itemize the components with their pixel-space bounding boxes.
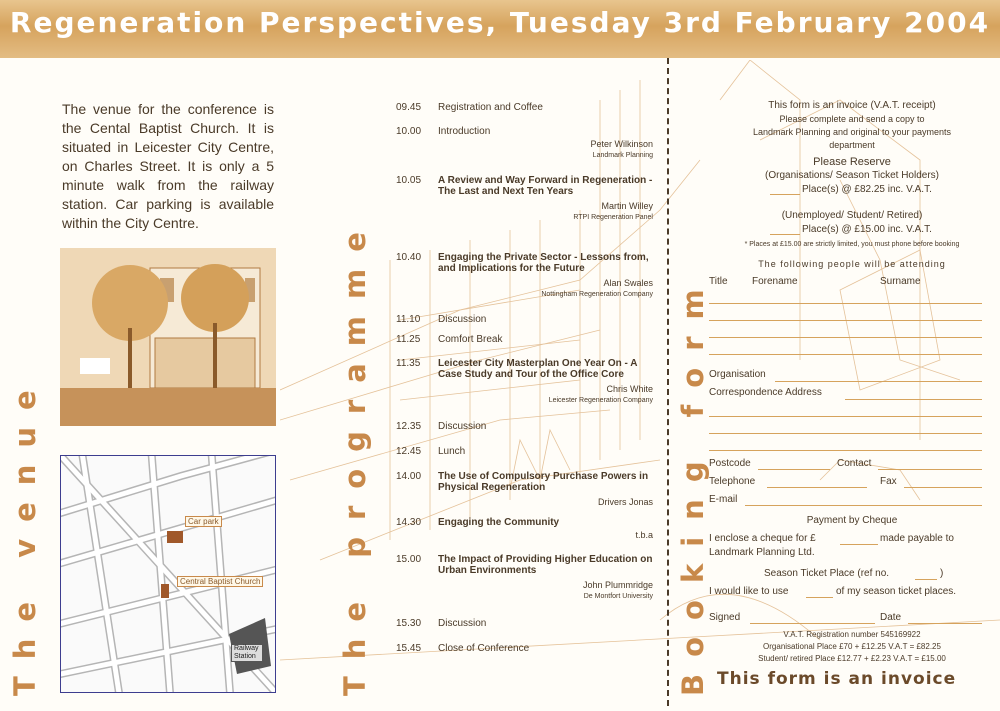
booking-heading: Booking form: [676, 272, 710, 696]
telephone-field[interactable]: [767, 487, 867, 488]
attendee-field-4[interactable]: [709, 354, 982, 355]
page-title: Regeneration Perspectives, Tuesday 3rd February 2004: [9, 6, 991, 39]
cheque-payee: Landmark Planning Ltd.: [709, 547, 815, 558]
programme-speaker: t.b.a: [635, 530, 653, 540]
programme-title: Close of Conference: [438, 643, 530, 654]
programme-org: RTPI Regeneration Panel: [573, 214, 653, 221]
programme-title: Engaging the Private Sector - Lessons from, and Implications for the Future: [438, 252, 649, 274]
season-ref-field[interactable]: [915, 579, 937, 580]
attendee-field-3[interactable]: [709, 337, 982, 338]
organisation-field[interactable]: [775, 381, 982, 382]
programme-title: Registration and Coffee: [438, 102, 543, 113]
programme-time: 09.45: [396, 102, 422, 113]
email-label: E-mail: [709, 494, 738, 505]
unemp-places-input[interactable]: [770, 234, 800, 235]
station-label: Railway Station: [231, 644, 263, 662]
cheque-amount-field[interactable]: [840, 544, 878, 545]
programme-time: 14.00: [396, 471, 422, 482]
attendee-field-1[interactable]: [709, 303, 982, 304]
contact-field[interactable]: [878, 469, 982, 470]
programme-org: Landmark Planning: [592, 152, 653, 159]
programme-time: 10.40: [396, 252, 422, 263]
date-label: Date: [880, 612, 902, 623]
programme-time: 14.30: [396, 517, 422, 528]
programme-title: Leicester City Masterplan One Year On - A Case Study and Tour of the Office Core: [438, 358, 638, 380]
vat-number: V.A.T. Registration number 545169922: [783, 630, 921, 639]
programme-title: Engaging the Community: [438, 517, 560, 528]
programme-speaker: Chris White: [606, 384, 653, 394]
attendee-field-2[interactable]: [709, 320, 982, 321]
programme-time: 12.45: [396, 446, 422, 457]
season-use-label-2: of my season ticket places.: [836, 586, 957, 597]
address-field-3[interactable]: [709, 433, 982, 434]
fax-label: Fax: [880, 476, 897, 487]
cheque-payable-label: made payable to: [880, 533, 954, 544]
address-label: Correspondence Address: [709, 387, 822, 398]
forename-label: Forename: [752, 276, 798, 287]
church-label: Central Baptist Church: [177, 576, 263, 587]
programme-time: 10.00: [396, 126, 422, 137]
org-place-price: Place(s) @ £82.25 inc. V.A.T.: [802, 184, 932, 195]
programme-title: Discussion: [438, 618, 487, 629]
title-label: Title: [709, 276, 728, 287]
programme-org: Leicester Regeneration Company: [548, 397, 653, 404]
programme-title: Discussion: [438, 421, 487, 432]
location-map: [60, 455, 276, 693]
programme-title: Lunch: [438, 446, 466, 457]
programme-time: 15.30: [396, 618, 422, 629]
telephone-label: Telephone: [709, 476, 756, 487]
email-field[interactable]: [745, 505, 982, 506]
vat-student: Student/ retired Place £12.77 + £2.23 V.A.T = £15.00: [758, 654, 946, 663]
programme-time: 15.00: [396, 554, 422, 565]
programme-time: 11.35: [396, 358, 421, 369]
car-park-label: Car park: [185, 516, 222, 527]
postcode-field[interactable]: [758, 469, 830, 470]
signature-field[interactable]: [750, 623, 875, 624]
instructions-line-1: Please complete and send a copy to: [779, 114, 925, 124]
programme-heading: The programme: [338, 215, 372, 696]
programme-title: A Review and Way Forward in Regeneration - The Last and Next Ten Years: [438, 175, 653, 197]
season-count-field[interactable]: [806, 597, 833, 598]
address-field-1[interactable]: [845, 399, 982, 400]
unemp-place-price: Place(s) @ £15.00 inc. V.A.T.: [802, 224, 932, 235]
org-places-input[interactable]: [770, 194, 800, 195]
organisation-label: Organisation: [709, 369, 766, 380]
cheque-label: I enclose a cheque for £: [709, 533, 816, 544]
surname-label: Surname: [880, 276, 921, 287]
instructions-line-3: department: [829, 140, 875, 150]
attending-label: The following people will be attending: [758, 259, 946, 269]
fax-field[interactable]: [904, 487, 982, 488]
signed-label: Signed: [709, 612, 741, 623]
programme-time: 15.45: [396, 643, 422, 654]
programme-time: 10.05: [396, 175, 422, 186]
address-field-4[interactable]: [709, 450, 982, 451]
payment-label: Payment by Cheque: [806, 515, 898, 526]
cut-line: [667, 58, 669, 706]
programme-title: Discussion: [438, 314, 487, 325]
please-reserve: Please Reserve: [813, 156, 891, 168]
programme-speaker: John Plummridge: [582, 580, 653, 590]
invoice-note: This form is an invoice (V.A.T. receipt): [768, 100, 936, 111]
programme-org: De Montfort University: [583, 593, 653, 600]
postcode-label: Postcode: [709, 458, 751, 469]
church-photo: [60, 248, 276, 426]
date-field[interactable]: [908, 623, 982, 624]
contact-label: Contact: [837, 458, 872, 469]
org-label: (Organisations/ Season Ticket Holders): [765, 170, 939, 181]
vat-org: Organisational Place £70 + £12.25 V.A.T = £82.25: [763, 642, 941, 651]
season-ticket-label: Season Ticket Place (ref no.: [764, 568, 890, 579]
venue-heading: The venue: [8, 373, 42, 696]
venue-description: The venue for the conference is the Cental Baptist Church. It is situated in Leicester City Centre, on Charles Street. It is only a 5 minute walk from the railway station. Car parking is available within the City Centre.: [62, 101, 274, 231]
banner: [0, 0, 1000, 58]
programme-title: Comfort Break: [438, 334, 503, 345]
address-field-2[interactable]: [709, 416, 982, 417]
instructions-line-2: Landmark Planning and original to your payments: [752, 127, 952, 137]
programme-time: 11.25: [396, 334, 421, 345]
programme-speaker: Martin Willey: [601, 201, 653, 211]
programme-speaker: Peter Wilkinson: [590, 139, 653, 149]
car-park-marker: [167, 531, 183, 543]
season-use-label: I would like to use: [709, 586, 789, 597]
invoice-footer: This form is an invoice: [717, 669, 957, 689]
programme-time: 11.10: [396, 314, 421, 325]
programme-title: The Impact of Providing Higher Education on Urban Environments: [438, 554, 653, 576]
church-marker: [161, 584, 169, 598]
programme-speaker: Drivers Jonas: [597, 497, 653, 507]
season-close: ): [940, 568, 944, 579]
places-note: * Places at £15.00 are strictly limited, you must phone before booking: [744, 241, 960, 248]
programme-title: Introduction: [438, 126, 491, 137]
unemp-label: (Unemployed/ Student/ Retired): [781, 210, 923, 221]
programme-title: The Use of Compulsory Purchase Powers in Physical Regeneration: [438, 471, 649, 493]
programme-time: 12.35: [396, 421, 422, 432]
programme-speaker: Alan Swales: [603, 278, 653, 288]
programme-org: Nottingham Regeneration Company: [541, 291, 653, 298]
